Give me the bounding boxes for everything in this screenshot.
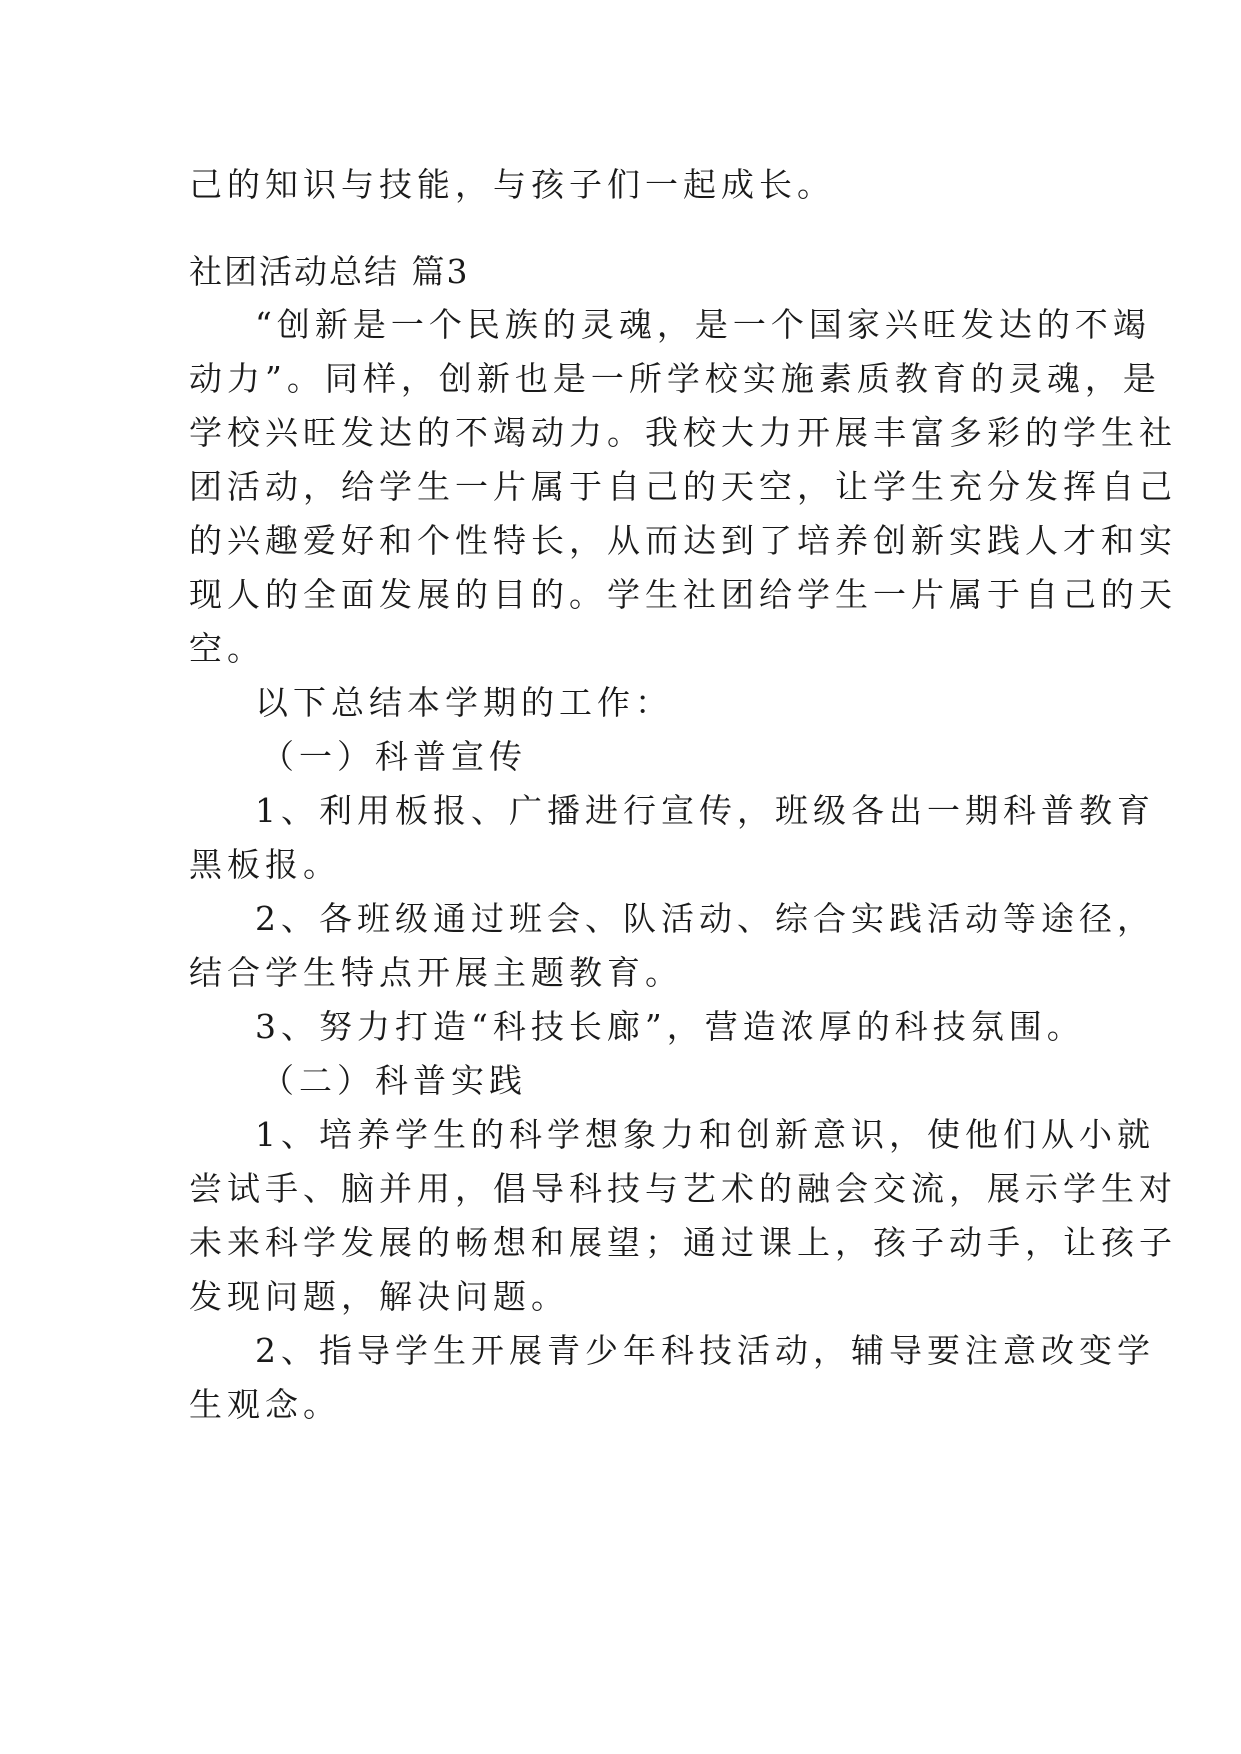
paragraph-line: 以下总结本学期的工作： <box>255 683 673 722</box>
paragraph-line: 未来科学发展的畅想和展望；通过课上，孩子动手，让孩子 <box>189 1223 1177 1262</box>
paragraph-line: 结合学生特点开展主题教育。 <box>189 953 683 992</box>
paragraph-line: 3、努力打造“科技长廊”，营造浓厚的科技氛围。 <box>255 1007 1085 1046</box>
paragraph-line: 2、指导学生开展青少年科技活动，辅导要注意改变学 <box>255 1331 1155 1370</box>
paragraph-line: 动力”。同样，创新也是一所学校实施素质教育的灵魂，是 <box>189 359 1161 398</box>
paragraph-line: 生观念。 <box>189 1385 341 1424</box>
paragraph-line: 1、培养学生的科学想象力和创新意识，使他们从小就 <box>255 1115 1155 1154</box>
subsection-heading: （一）科普宣传 <box>261 737 527 776</box>
paragraph-line: 己的知识与技能，与孩子们一起成长。 <box>189 165 835 204</box>
section-heading: 社团活动总结 篇3 <box>189 252 470 291</box>
paragraph-line: 尝试手、脑并用，倡导科技与艺术的融会交流，展示学生对 <box>189 1169 1177 1208</box>
paragraph-line: 2、各班级通过班会、队活动、综合实践活动等途径， <box>255 899 1155 938</box>
paragraph-line: 发现问题，解决问题。 <box>189 1277 569 1316</box>
paragraph-line: 1、利用板报、广播进行宣传，班级各出一期科普教育 <box>255 791 1155 830</box>
paragraph-line: 空。 <box>189 629 265 668</box>
paragraph-line: 黑板报。 <box>189 845 341 884</box>
subsection-heading: （二）科普实践 <box>261 1061 527 1100</box>
paragraph-line: “创新是一个民族的灵魂，是一个国家兴旺发达的不竭 <box>255 305 1151 344</box>
paragraph-line: 的兴趣爱好和个性特长，从而达到了培养创新实践人才和实 <box>189 521 1177 560</box>
paragraph-line: 团活动，给学生一片属于自己的天空，让学生充分发挥自己 <box>189 467 1177 506</box>
paragraph-line: 学校兴旺发达的不竭动力。我校大力开展丰富多彩的学生社 <box>189 413 1177 452</box>
paragraph-line: 现人的全面发展的目的。学生社团给学生一片属于自己的天 <box>189 575 1177 614</box>
